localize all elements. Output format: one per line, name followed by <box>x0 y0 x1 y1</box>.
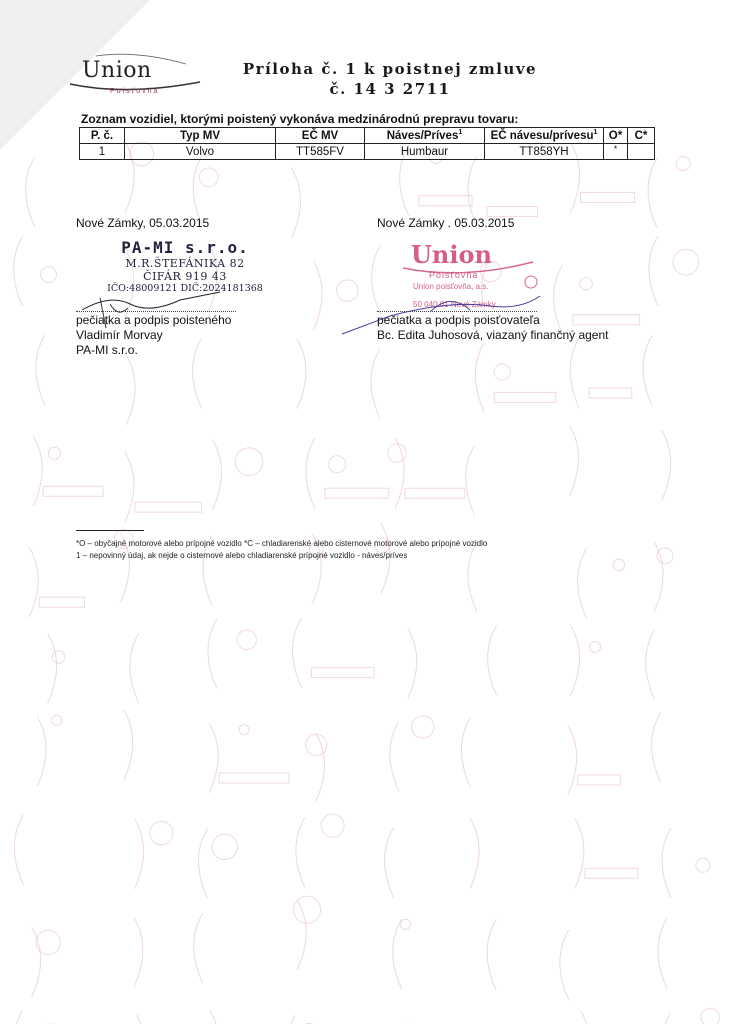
watermark-circle <box>388 444 406 462</box>
watermark-circle <box>199 168 218 187</box>
watermark-circle <box>400 919 410 929</box>
footnote-mark: 1 <box>458 129 463 137</box>
watermark-circle <box>494 364 510 380</box>
watermark-circle <box>48 447 60 459</box>
watermark-arc <box>575 818 584 888</box>
watermark-box <box>39 597 84 607</box>
watermark-arc <box>209 723 218 793</box>
watermark-arc <box>297 900 306 970</box>
watermark-arc <box>37 716 46 786</box>
vehicle-table <box>79 127 655 160</box>
cell-type: Volvo <box>125 144 276 160</box>
watermark-arc <box>560 930 569 1000</box>
watermark-arc <box>315 733 324 803</box>
watermark-circle <box>329 456 346 473</box>
watermark-arc <box>286 1015 295 1024</box>
watermark-box <box>312 668 375 678</box>
watermark-circle <box>321 814 344 837</box>
watermark-arc <box>395 438 404 508</box>
watermark-arc <box>662 1013 671 1024</box>
watermark-arc <box>297 339 306 409</box>
watermark-arc <box>296 818 305 888</box>
watermark-arc <box>408 628 417 698</box>
watermark-circle <box>580 277 592 289</box>
watermark-arc <box>390 721 399 791</box>
watermark-circle <box>235 448 263 476</box>
watermark-arc <box>193 338 202 408</box>
watermark-arc <box>643 336 652 406</box>
right-caption: pečiatka a podpis poisťovateľa <box>377 313 540 327</box>
watermark-arc <box>488 625 497 695</box>
col-header-trailer-plate <box>485 128 604 144</box>
insured-person-name: Vladimír Morvay <box>76 328 163 342</box>
watermark-arc <box>568 725 577 795</box>
watermark-arc <box>385 828 394 898</box>
cell-trailer-plate: TT858YH <box>485 144 604 160</box>
watermark-circle <box>41 267 57 283</box>
logo-subtitle: Poisťovňa <box>110 88 160 95</box>
cell-plate: TT585FV <box>276 144 365 160</box>
watermark-arc <box>293 618 302 688</box>
watermark-circle <box>657 548 673 564</box>
watermark-box <box>589 388 631 398</box>
stamp-insurer-address: 50 040 01 Nové Zámky <box>413 300 496 309</box>
stamp-insurer-company: Union poisťovňa, a.s. <box>413 282 489 291</box>
watermark-circle <box>701 1008 719 1024</box>
left-place-date: Nové Zámky, 05.03.2015 <box>76 216 210 230</box>
vehicle-list-heading: Zoznam vozidiel, ktorými poistený vykonáva medzinárodnú prepravu tovaru: <box>81 112 519 126</box>
watermark-arc <box>199 828 208 898</box>
col-header-trailer <box>365 128 485 144</box>
watermark-circle <box>294 896 321 923</box>
watermark-circle <box>239 725 249 735</box>
watermark-arc <box>371 349 380 419</box>
watermark-arc <box>313 261 322 331</box>
watermark-arc <box>14 815 23 885</box>
table-row <box>80 144 655 160</box>
cell-trailer: Humbaur <box>365 144 485 160</box>
watermark-circle <box>52 715 62 725</box>
watermark-arc <box>136 1015 145 1024</box>
col-header-c: C* <box>628 128 655 144</box>
cell-order: 1 <box>80 144 125 160</box>
stamp-company-name: PA-MI s.r.o. <box>121 238 249 257</box>
col-header-plate: EČ MV <box>276 128 365 144</box>
watermark-arc <box>14 236 23 306</box>
watermark-box <box>325 488 388 498</box>
watermark-arc <box>662 431 671 501</box>
footnote-rule <box>76 530 144 531</box>
watermark-box <box>43 486 103 496</box>
trailer-plate-header-label: EČ návesu/prívesu <box>490 129 594 142</box>
watermark-arc <box>306 438 315 508</box>
col-header-o: O* <box>604 128 628 144</box>
stamp-insurer-name: Union <box>411 240 492 269</box>
contract-number: č. 14 3 2711 <box>329 80 451 98</box>
right-signature-line <box>377 311 537 312</box>
watermark-circle <box>696 858 710 872</box>
watermark-arc <box>654 542 663 612</box>
left-signature-line <box>76 311 236 312</box>
watermark-arc <box>134 917 143 987</box>
watermark-arc <box>14 1010 23 1024</box>
watermark-arc <box>466 445 475 515</box>
watermark-arc <box>29 547 38 617</box>
watermark-box <box>578 775 621 785</box>
watermark-arc <box>648 158 657 228</box>
watermark-arc <box>36 335 45 405</box>
watermark-arc <box>33 436 42 506</box>
table-header-row <box>80 128 655 144</box>
watermark-circle <box>150 821 173 844</box>
watermark-box <box>135 502 202 512</box>
watermark-arc <box>26 157 35 227</box>
watermark-circle <box>237 630 256 649</box>
watermark-arc <box>652 712 661 782</box>
watermark-circle <box>306 734 327 755</box>
stamp-city: ČIFÁR 919 43 <box>143 270 227 283</box>
footnote-1: *O – obyčajné motorové alebo prípojné vozidlo *C – chladiarenské alebo cisternové motorové alebo prípojné vozidlo <box>76 539 488 548</box>
watermark-box <box>585 868 638 878</box>
trailer-header-label: Náves/Príves <box>386 129 459 142</box>
right-place-date: Nové Zámky . 05.03.2015 <box>377 216 515 230</box>
watermark-arc <box>570 338 579 408</box>
watermark-circle <box>673 249 699 275</box>
watermark-arc <box>487 920 496 990</box>
watermark-arc <box>194 913 203 983</box>
watermark-arc <box>193 155 202 225</box>
watermark-box <box>581 192 635 202</box>
watermark-arc <box>649 236 658 306</box>
watermark-arc <box>125 452 134 522</box>
watermark-arc <box>124 710 133 780</box>
watermark-circle <box>412 716 434 738</box>
cell-o: * <box>604 144 628 160</box>
watermark-arc <box>461 717 470 787</box>
agent-name: Bc. Edita Juhosová, viazaný finančný agent <box>377 328 609 342</box>
insured-company: PA-MI s.r.o. <box>76 343 138 357</box>
watermark-circle <box>613 559 625 571</box>
watermark-arc <box>208 619 217 689</box>
watermark-arc <box>468 542 477 612</box>
watermark-arc <box>130 633 139 703</box>
watermark-box <box>487 206 538 216</box>
document-title: Príloha č. 1 k poistnej zmluve <box>242 60 538 78</box>
watermark-circle <box>36 930 60 954</box>
watermark-arc <box>646 629 655 699</box>
watermark-arc <box>212 440 221 510</box>
watermark-arc <box>569 426 578 496</box>
watermark-box <box>494 392 556 402</box>
watermark-arc <box>292 168 301 238</box>
watermark-arc <box>571 625 580 695</box>
col-header-type: Typ MV <box>125 128 276 144</box>
watermark-circle <box>212 834 238 860</box>
watermark-arc <box>658 918 667 988</box>
watermark-arc <box>662 828 671 898</box>
cell-c <box>628 144 655 160</box>
watermark-box <box>405 488 465 498</box>
watermark-arc <box>578 548 587 618</box>
col-header-order: P. č. <box>80 128 125 144</box>
footnote-mark: 1 <box>593 129 598 137</box>
stamp-ids: IČO:48009121 DIČ:2024181368 <box>107 283 263 294</box>
watermark-circle <box>676 157 690 171</box>
watermark-arc <box>475 342 484 412</box>
watermark-box <box>419 196 472 206</box>
watermark-arc <box>210 1010 219 1024</box>
watermark-arc <box>581 1012 590 1024</box>
stamp-insurer-sub: Poisťovňa <box>429 270 479 280</box>
watermark-box <box>573 315 640 325</box>
footnote-2: 1 – nepovinný údaj, ak nejde o cisternové alebo chladiarenské prípojné vozidlo - náves/príves <box>76 551 408 560</box>
insured-stamp <box>85 238 285 295</box>
watermark-arc <box>470 819 479 889</box>
logo-name: Union <box>82 58 152 83</box>
left-caption: pečiatka a podpis poisteného <box>76 313 232 327</box>
watermark-arc <box>32 927 41 997</box>
watermark-arc <box>393 919 402 989</box>
watermark-arc <box>126 355 135 425</box>
stamp-street: M.R.ŠTEFÁNIKA 82 <box>125 257 245 270</box>
watermark-circle <box>52 651 64 663</box>
watermark-arc <box>135 819 144 889</box>
watermark-circle <box>590 642 601 653</box>
watermark-box <box>219 773 289 783</box>
watermark-arc <box>48 634 57 704</box>
union-logo <box>66 52 206 102</box>
